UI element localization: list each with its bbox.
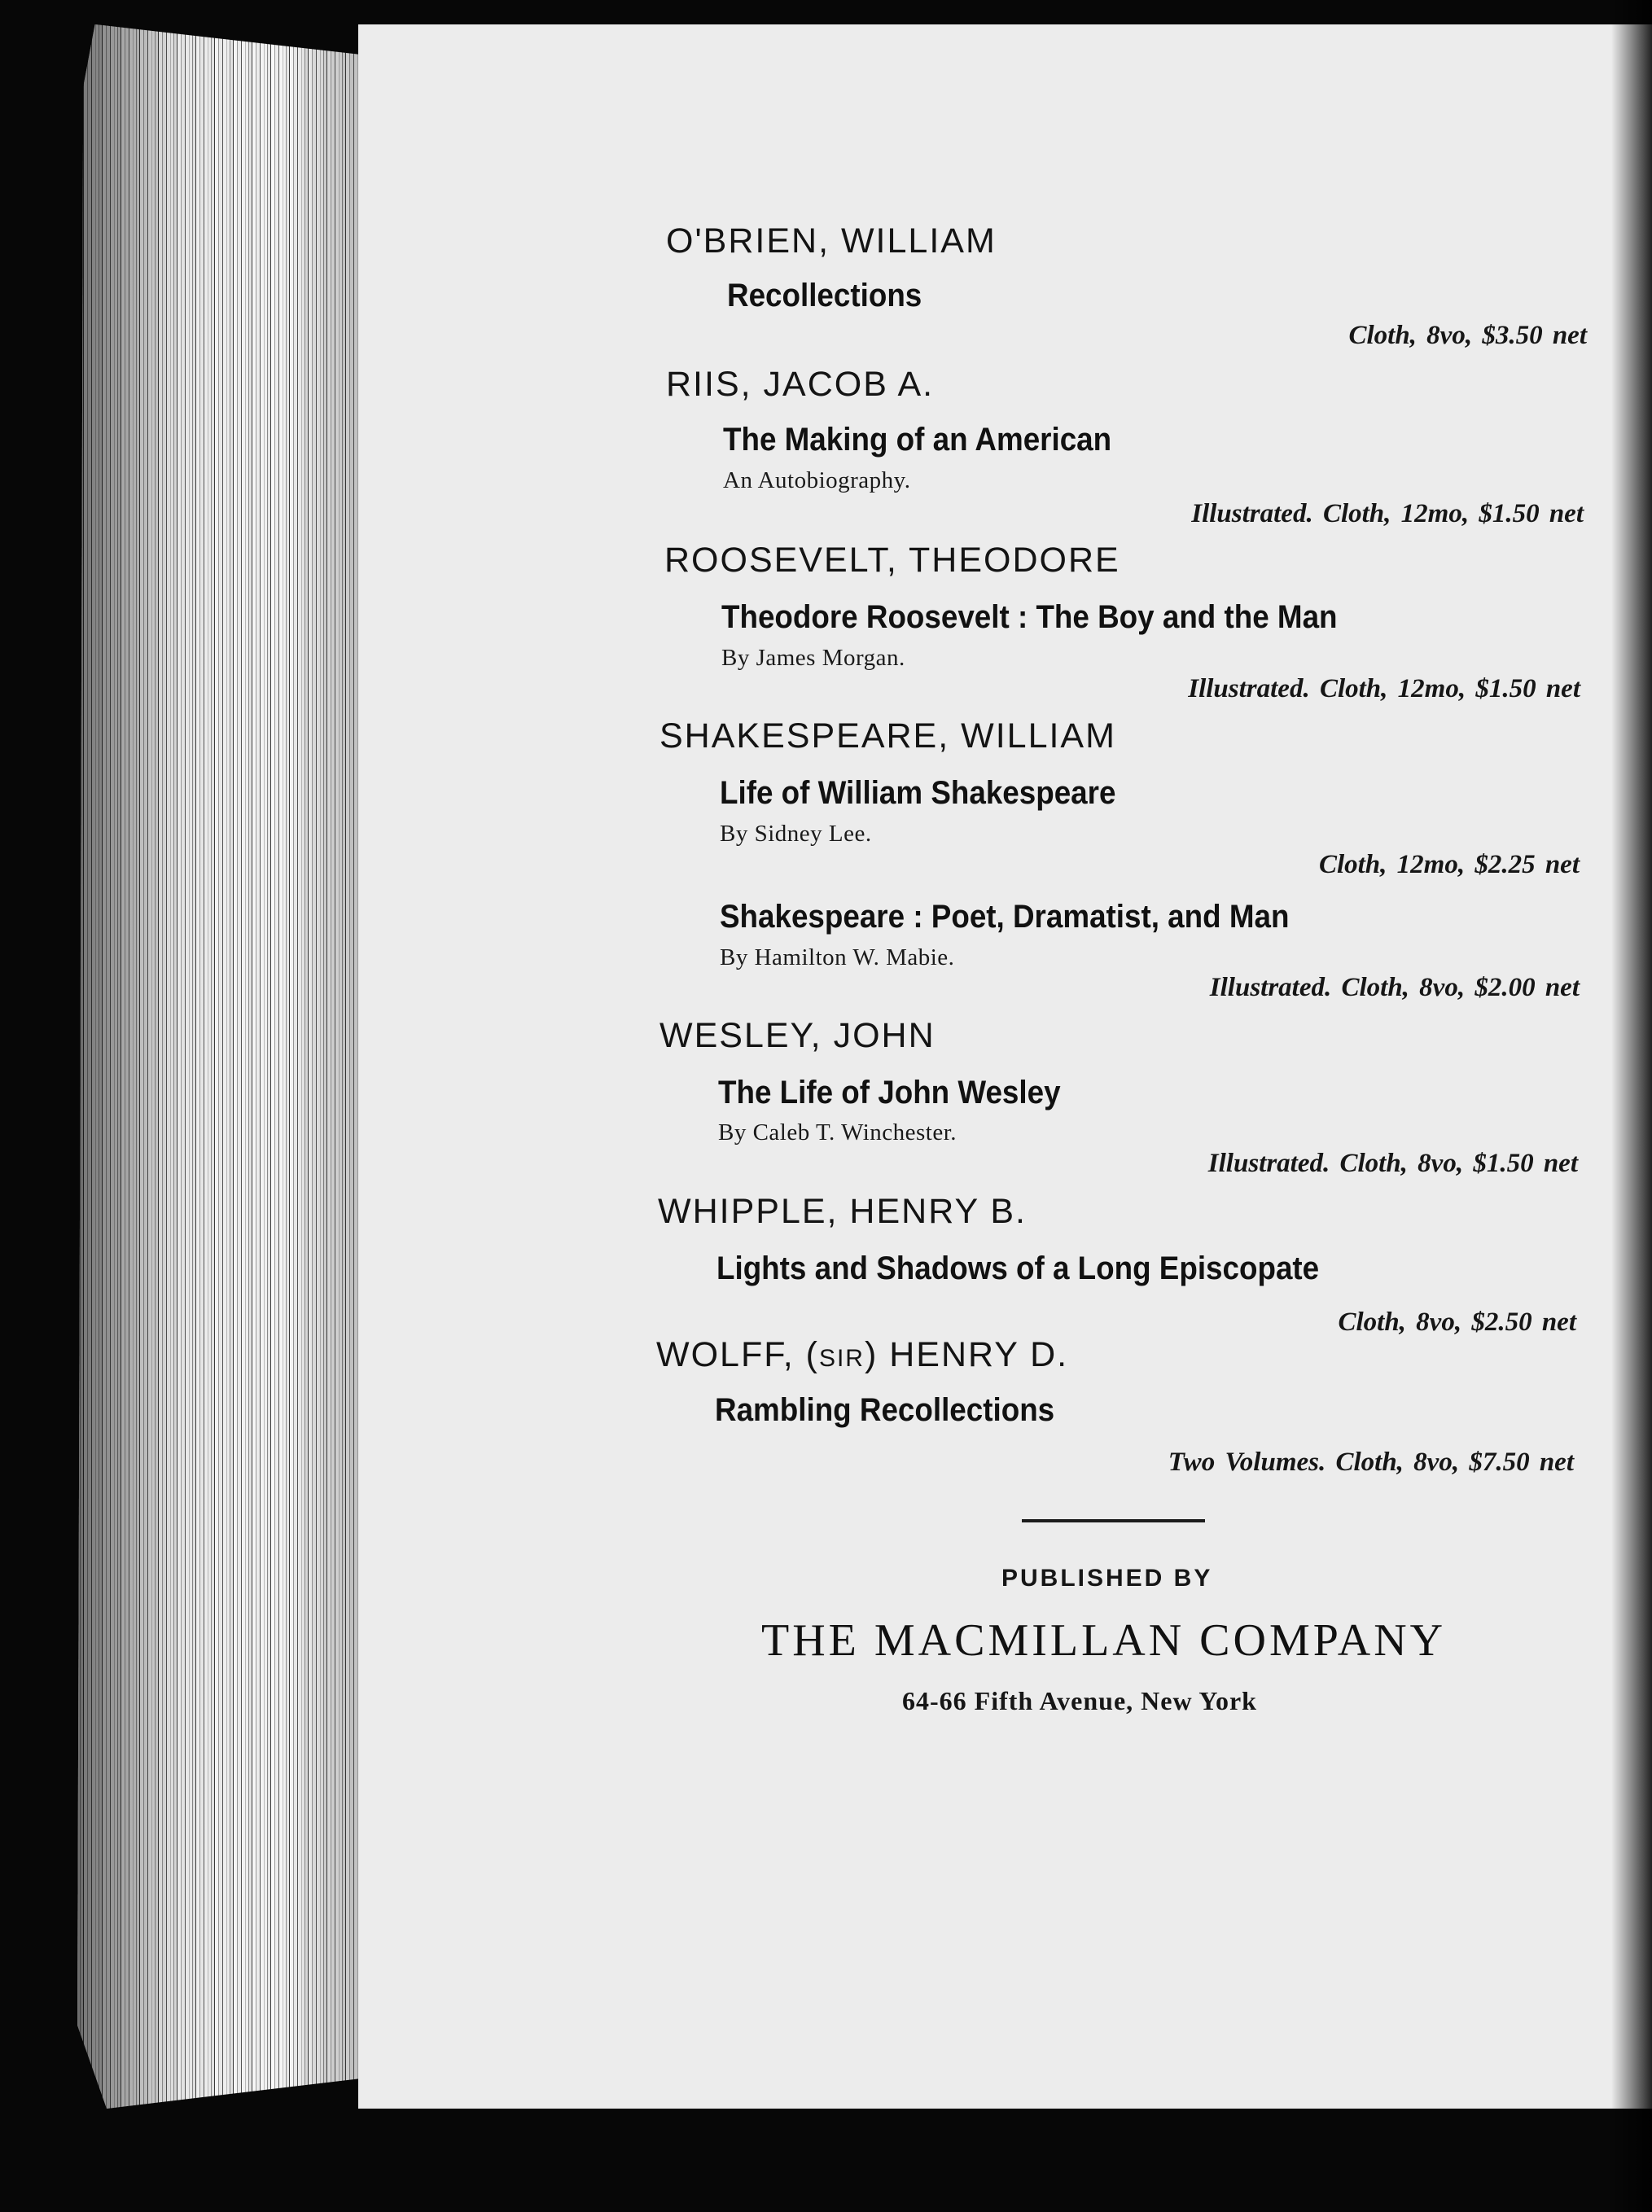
book-title-recollections: Recollections [727, 278, 922, 313]
book-price-life-of-william-shakespeare: Cloth, 12mo, $2.25 net [1318, 850, 1580, 879]
author-heading-whipple: WHIPPLE, HENRY B. [658, 1192, 1027, 1231]
author-name-part: WOLFF, ( [656, 1335, 819, 1374]
author-heading-riis: RIIS, JACOB A. [666, 365, 935, 404]
book-title-lights-and-shadows: Lights and Shadows of a Long Episcopate [716, 1251, 1320, 1286]
book-title-life-of-john-wesley: The Life of John Wesley [718, 1075, 1061, 1110]
right-edge-shadow [1611, 0, 1652, 2212]
publisher-address: 64-66 Fifth Avenue, New York [902, 1686, 1257, 1715]
book-title-theodore-roosevelt: Theodore Roosevelt : The Boy and the Man [721, 599, 1338, 635]
published-by-label: PUBLISHED BY [1001, 1565, 1213, 1592]
book-title-shakespeare-poet-dramatist: Shakespeare : Poet, Dramatist, and Man [720, 899, 1290, 935]
book-byline-theodore-roosevelt: By James Morgan. [721, 645, 905, 671]
book-title-rambling-recollections: Rambling Recollections [715, 1392, 1055, 1428]
author-heading-wolff [656, 1335, 1068, 1375]
book-price-recollections: Cloth, 8vo, $3.50 net [1348, 321, 1587, 350]
author-heading-wesley: WESLEY, JOHN [659, 1016, 936, 1055]
book-price-rambling-recollections: Two Volumes. Cloth, 8vo, $7.50 net [1168, 1448, 1574, 1477]
book-price-shakespeare-poet-dramatist: Illustrated. Cloth, 8vo, $2.00 net [1209, 973, 1580, 1002]
book-price-making-of-an-american: Illustrated. Cloth, 12mo, $1.50 net [1191, 499, 1584, 528]
author-heading-roosevelt: ROOSEVELT, THEODORE [664, 541, 1120, 580]
publisher-name: THE MACMILLAN COMPANY [761, 1615, 1447, 1666]
book-byline-life-of-william-shakespeare: By Sidney Lee. [720, 821, 872, 847]
book-price-theodore-roosevelt: Illustrated. Cloth, 12mo, $1.50 net [1188, 674, 1580, 703]
author-heading-obrien: O'BRIEN, WILLIAM [666, 221, 997, 261]
section-divider-rule [1022, 1519, 1205, 1522]
book-title-life-of-william-shakespeare: Life of William Shakespeare [720, 775, 1116, 811]
book-page-edges-shadow [77, 24, 370, 2109]
author-heading-shakespeare: SHAKESPEARE, WILLIAM [659, 716, 1116, 756]
book-price-lights-and-shadows: Cloth, 8vo, $2.50 net [1338, 1307, 1576, 1337]
book-byline-making-of-an-american: An Autobiography. [723, 467, 911, 493]
book-byline-shakespeare-poet-dramatist: By Hamilton W. Mabie. [720, 944, 955, 970]
book-title-making-of-an-american: The Making of an American [723, 422, 1112, 458]
book-byline-life-of-john-wesley: By Caleb T. Winchester. [718, 1119, 957, 1145]
author-name-part: ) HENRY D. [864, 1335, 1069, 1374]
author-honorific: SIR [818, 1345, 865, 1372]
book-price-life-of-john-wesley: Illustrated. Cloth, 8vo, $1.50 net [1207, 1149, 1578, 1178]
